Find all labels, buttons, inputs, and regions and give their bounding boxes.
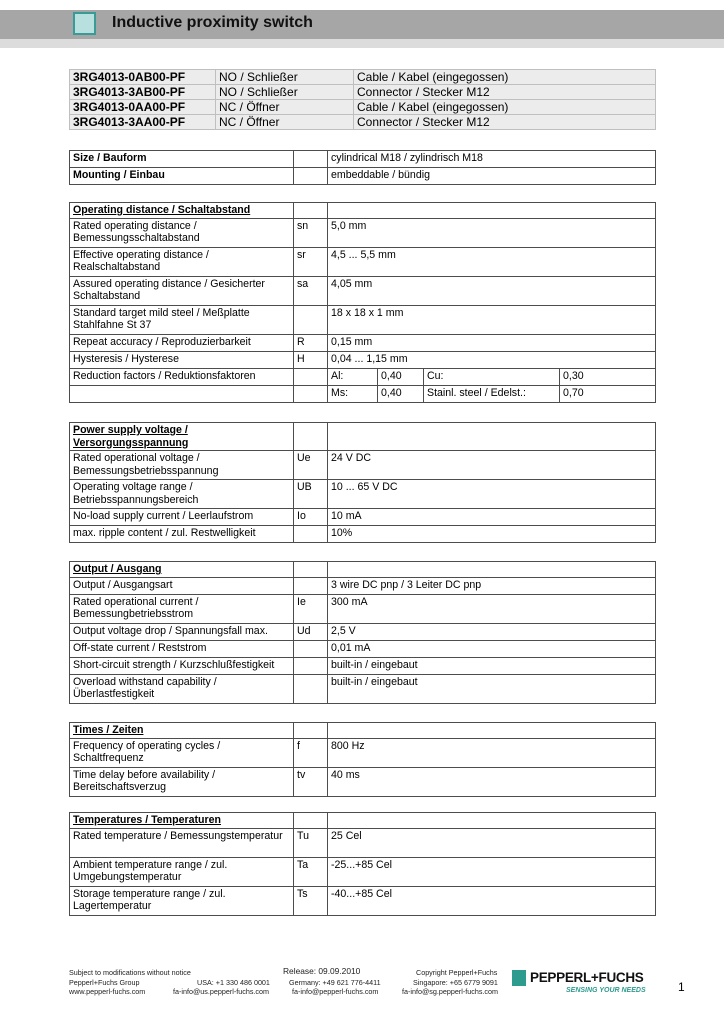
page-title: Inductive proximity switch [112, 14, 313, 31]
spec-row [70, 334, 656, 351]
spec-symbol [294, 640, 328, 657]
spec-row [70, 577, 656, 594]
spec-value: 10% [328, 526, 656, 543]
spec-value: 300 mA [328, 594, 656, 623]
spec-symbol [294, 526, 328, 543]
spec-symbol: Ta [294, 857, 328, 886]
material-name: Al: [328, 368, 378, 385]
times-table [69, 722, 656, 797]
output-table [69, 561, 656, 704]
spec-symbol: tv [294, 767, 328, 796]
section-title: Temperatures / Temperaturen [70, 813, 294, 829]
spec-value: 800 Hz [328, 738, 656, 767]
spec-label: Frequency of operating cycles / Schaltfrequenz [70, 738, 294, 767]
spec-symbol: Ie [294, 594, 328, 623]
connection-type: Connector / Stecker M12 [354, 85, 656, 100]
section-empty-cell [328, 562, 656, 578]
footer-de-mail[interactable]: fa-info@pepperl-fuchs.com [292, 987, 379, 996]
section-empty-cell [294, 813, 328, 829]
spec-row [70, 451, 656, 480]
spec-label: No-load supply current / Leerlaufstrom [70, 509, 294, 526]
spec-value: 0,15 mm [328, 334, 656, 351]
spec-row [70, 351, 656, 368]
model-row [70, 70, 656, 85]
footer-release: Release: 09.09.2010 [283, 966, 361, 976]
spec-label: Repeat accuracy / Reproduzierbarkeit [70, 334, 294, 351]
spec-label: Short-circuit strength / Kurzschlußfestigkeit [70, 657, 294, 674]
section-title: Power supply voltage / Versorgungsspannung [70, 423, 294, 451]
section-title: Times / Zeiten [70, 723, 294, 739]
contact-type: NO / Schließer [216, 70, 354, 85]
spec-symbol: Tu [294, 828, 328, 857]
footer-group: Pepperl+Fuchs Group [69, 978, 140, 987]
spec-row [70, 886, 656, 915]
spec-symbol: Ts [294, 886, 328, 915]
footer-de-phone: Germany: +49 621 776-4411 [289, 978, 381, 987]
spec-symbol [294, 305, 328, 334]
reduction-factor: 0,30 [560, 368, 656, 385]
section-header-row [70, 723, 656, 739]
spec-value: 4,5 ... 5,5 mm [328, 247, 656, 276]
spec-row [70, 276, 656, 305]
contact-type: NO / Schließer [216, 85, 354, 100]
reduction-factor: 0,70 [560, 385, 656, 402]
section-empty-cell [328, 813, 656, 829]
spec-symbol: f [294, 738, 328, 767]
spec-value: 4,05 mm [328, 276, 656, 305]
header-bar [0, 10, 724, 39]
spec-label: max. ripple content / zul. Restwelligkeit [70, 526, 294, 543]
footer-sg-phone: Singapore: +65 6779 9091 [413, 978, 498, 987]
spec-symbol: Ue [294, 451, 328, 480]
spec-value: 40 ms [328, 767, 656, 796]
spec-value: 0,04 ... 1,15 mm [328, 351, 656, 368]
section-header-row [70, 813, 656, 829]
spec-label: Rated temperature / Bemessungstemperatur [70, 828, 294, 857]
general-table [69, 150, 656, 185]
spec-label: Size / Bauform [70, 151, 294, 168]
spec-row [70, 657, 656, 674]
spec-value: 25 Cel [328, 828, 656, 857]
reduction-row [70, 385, 656, 402]
model-table [69, 69, 656, 130]
spec-label: Operating voltage range / Betriebsspannungsbereich [70, 480, 294, 509]
spec-label: Assured operating distance / Gesicherter Schaltabstand [70, 276, 294, 305]
pf-logo-icon [512, 970, 526, 986]
spec-symbol: R [294, 334, 328, 351]
spec-value: 10 mA [328, 509, 656, 526]
model-row [70, 85, 656, 100]
spec-row [70, 857, 656, 886]
spec-label: Standard target mild steel / Meßplatte Stahlfahne St 37 [70, 305, 294, 334]
contact-type: NC / Öffner [216, 100, 354, 115]
spec-row [70, 168, 656, 185]
spec-label: Rated operational current / Bemessungbetriebsstrom [70, 594, 294, 623]
spec-value: 5,0 mm [328, 218, 656, 247]
spec-value: built-in / eingebaut [328, 674, 656, 703]
connection-type: Cable / Kabel (eingegossen) [354, 100, 656, 115]
spec-row [70, 738, 656, 767]
section-empty-cell [294, 723, 328, 739]
spec-value: cylindrical M18 / zylindrisch M18 [328, 151, 656, 168]
model-row [70, 100, 656, 115]
spec-label [70, 385, 294, 402]
section-title: Operating distance / Schaltabstand [70, 203, 294, 219]
spec-symbol [294, 368, 328, 385]
section-header-row [70, 203, 656, 219]
spec-label: Output voltage drop / Spannungsfall max. [70, 623, 294, 640]
brand-name: PEPPERL+FUCHS [530, 970, 644, 985]
connection-type: Connector / Stecker M12 [354, 115, 656, 130]
spec-symbol: UB [294, 480, 328, 509]
pepperl-fuchs-logo [512, 970, 652, 996]
footer-sg-mail[interactable]: fa-info@sg.pepperl-fuchs.com [402, 987, 498, 996]
spec-label: Effective operating distance / Realschaltabstand [70, 247, 294, 276]
spec-symbol: Ud [294, 623, 328, 640]
spec-value: embeddable / bündig [328, 168, 656, 185]
spec-row [70, 480, 656, 509]
spec-symbol [294, 385, 328, 402]
spec-row [70, 640, 656, 657]
spec-value: -25...+85 Cel [328, 857, 656, 886]
model-number: 3RG4013-0AA00-PF [70, 100, 216, 115]
spec-label: Time delay before availability / Bereitschaftsverzug [70, 767, 294, 796]
spec-value: 3 wire DC pnp / 3 Leiter DC pnp [328, 577, 656, 594]
model-number: 3RG4013-3AA00-PF [70, 115, 216, 130]
section-header-row [70, 423, 656, 451]
spec-symbol [294, 657, 328, 674]
section-title: Output / Ausgang [70, 562, 294, 578]
spec-row [70, 305, 656, 334]
brand-square-icon [73, 12, 96, 35]
footer-web[interactable]: www.pepperl-fuchs.com [69, 987, 146, 996]
temperatures-table [69, 812, 656, 916]
spec-row [70, 828, 656, 857]
reduction-factor: 0,40 [378, 368, 424, 385]
spec-symbol: H [294, 351, 328, 368]
spec-symbol [294, 168, 328, 185]
footer-note: Subject to modifications without notice [69, 968, 191, 977]
spec-label: Hysteresis / Hysterese [70, 351, 294, 368]
spec-symbol: sn [294, 218, 328, 247]
spec-label: Overload withstand capability / Überlastfestigkeit [70, 674, 294, 703]
spec-row [70, 509, 656, 526]
spec-symbol [294, 577, 328, 594]
spec-label: Storage temperature range / zul. Lagertemperatur [70, 886, 294, 915]
contact-type: NC / Öffner [216, 115, 354, 130]
spec-symbol: sr [294, 247, 328, 276]
page-number: 1 [678, 980, 685, 994]
section-empty-cell [294, 423, 328, 451]
spec-row [70, 218, 656, 247]
spec-value: 2,5 V [328, 623, 656, 640]
model-number: 3RG4013-0AB00-PF [70, 70, 216, 85]
spec-row [70, 767, 656, 796]
spec-row [70, 247, 656, 276]
spec-row [70, 151, 656, 168]
reduction-factor: 0,40 [378, 385, 424, 402]
section-empty-cell [294, 562, 328, 578]
section-empty-cell [328, 723, 656, 739]
spec-label: Reduction factors / Reduktionsfaktoren [70, 368, 294, 385]
spec-symbol: sa [294, 276, 328, 305]
spec-value: 24 V DC [328, 451, 656, 480]
spec-row [70, 594, 656, 623]
reduction-row [70, 368, 656, 385]
header-underline [0, 39, 724, 48]
section-empty-cell [294, 203, 328, 219]
spec-label: Ambient temperature range / zul. Umgebungstemperatur [70, 857, 294, 886]
spec-row [70, 526, 656, 543]
section-header-row [70, 562, 656, 578]
spec-label: Output / Ausgangsart [70, 577, 294, 594]
footer-usa-phone: USA: +1 330 486 0001 [197, 978, 270, 987]
model-number: 3RG4013-3AB00-PF [70, 85, 216, 100]
spec-value: -40...+85 Cel [328, 886, 656, 915]
spec-symbol [294, 674, 328, 703]
connection-type: Cable / Kabel (eingegossen) [354, 70, 656, 85]
spec-row [70, 623, 656, 640]
spec-symbol [294, 151, 328, 168]
section-empty-cell [328, 423, 656, 451]
spec-symbol: Io [294, 509, 328, 526]
spec-value: built-in / eingebaut [328, 657, 656, 674]
footer-usa-mail[interactable]: fa-info@us.pepperl-fuchs.com [173, 987, 269, 996]
spec-label: Rated operational voltage / Bemessungsbetriebsspannung [70, 451, 294, 480]
spec-label: Rated operating distance / Bemessungsschaltabstand [70, 218, 294, 247]
material-name: Cu: [424, 368, 560, 385]
spec-row [70, 674, 656, 703]
operating-distance-table [69, 202, 656, 403]
spec-label: Off-state current / Reststrom [70, 640, 294, 657]
power-supply-table [69, 422, 656, 543]
spec-value: 0,01 mA [328, 640, 656, 657]
spec-value: 10 ... 65 V DC [328, 480, 656, 509]
spec-label: Mounting / Einbau [70, 168, 294, 185]
section-empty-cell [328, 203, 656, 219]
material-name: Ms: [328, 385, 378, 402]
model-row [70, 115, 656, 130]
footer-copyright: Copyright Pepperl+Fuchs [416, 968, 498, 977]
material-name: Stainl. steel / Edelst.: [424, 385, 560, 402]
brand-tagline: SENSING YOUR NEEDS [566, 987, 646, 994]
spec-value: 18 x 18 x 1 mm [328, 305, 656, 334]
